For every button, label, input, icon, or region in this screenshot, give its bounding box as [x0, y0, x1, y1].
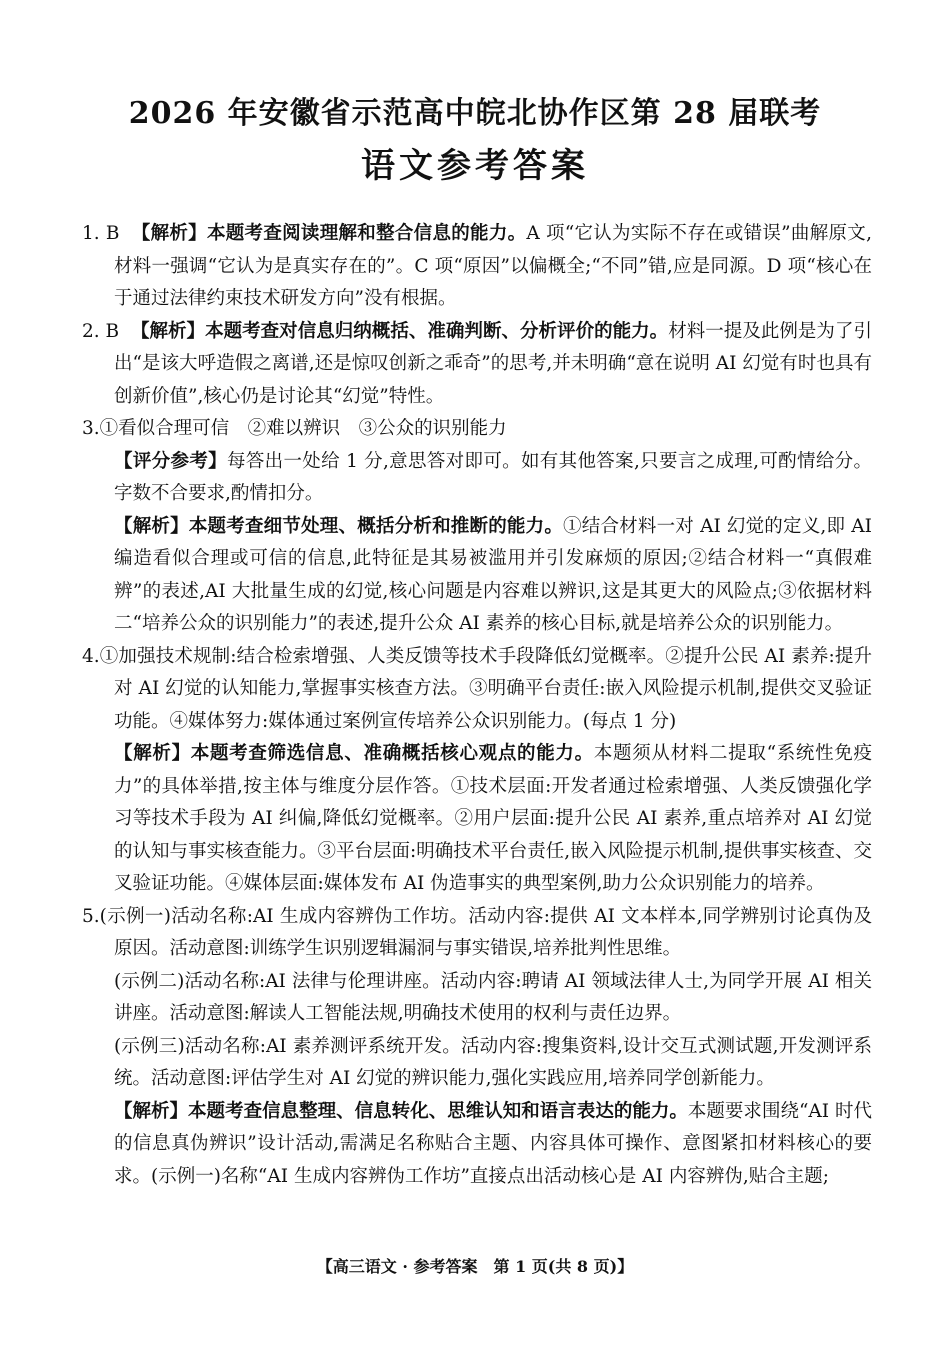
answer-5-analysis-tag: 【解析】本题考查信息整理、信息转化、思维认知和语言表达的能力。 [114, 1100, 688, 1122]
answer-4-analysis-tag: 【解析】本题考查筛选信息、准确概括核心观点的能力。 [114, 743, 594, 764]
answer-5-example-3: (示例三)活动名称:AI 素养测评系统开发。活动内容:搜集资料,设计交互式测试题,开发测评系统。活动意图:评估学生对 AI 幻觉的辨识能力,强化实践应用,培养同学创新能力。 [114, 1035, 872, 1089]
answer-3 [82, 413, 872, 446]
answer-5 [82, 901, 872, 966]
answer-1-analysis-text: A 项“它认为实际不存在或错误”曲解原文,材料一强调“它认为是真实存在的”。C 项“原因”以偏概全;“不同”错,应是同源。D 项“核心在于通过法律约束技术研发方向”没有根据。 [114, 223, 872, 309]
answer-content [82, 218, 872, 1193]
answer-1-analysis-tag: 【解析】本题考查阅读理解和整合信息的能力。 [131, 223, 527, 244]
answer-5-number: 5. [82, 905, 100, 927]
answer-1-number: 1. B [82, 223, 120, 244]
exam-title: 2026 年安徽省示范高中皖北协作区第 28 届联考 [128, 96, 822, 131]
page-footer: 【高三语文 · 参考答案 第 1 页(共 8 页)】 [316, 1257, 634, 1276]
answer-5-example-2: (示例二)活动名称:AI 法律与伦理讲座。活动内容:聘请 AI 领域法律人士,为同学开展 AI 相关讲座。活动意图:解读人工智能法规,明确技术使用的权利与责任边界。 [114, 970, 872, 1024]
answer-3-key-points: ①看似合理可信 ②难以辨识 ③公众的识别能力 [99, 418, 507, 439]
answer-2-number: 2. B [82, 320, 120, 342]
answer-1 [82, 218, 872, 316]
answer-4 [82, 641, 872, 739]
answer-4-number: 4. [82, 645, 100, 667]
answer-2-analysis-tag: 【解析】本题考查对信息归纳概括、准确判断、分析评价的能力。 [130, 320, 669, 342]
answer-2 [82, 316, 872, 414]
answer-4-key-points: ①加强技术规制:结合检索增强、人类反馈等技术手段降低幻觉概率。②提升公民 AI 素养:提升对 AI 幻觉的认知能力,掌握事实核查方法。③明确平台责任:嵌入风险提示机制,提供交叉验证功能。④媒体努力:媒体通过案例宣传培养公众识别能力。(每点 1 分) [99, 645, 872, 732]
answer-3-analysis-text: ①结合材料一对 AI 幻觉的定义,即 AI 编造看似合理或可信的信息,此特征是其易被滥用并引发麻烦的原因;②结合材料一“真假难辨”的表述,AI 大批量生成的幻觉,核心问题是内容难以辨识,这是其更大的风险点;③依据材料二“培养公众的识别能力”的表述,提升公众 AI 素养的核心目标,就是培养公众的识别能力。 [114, 515, 872, 634]
answer-3-scoring [82, 446, 872, 511]
answer-2-analysis-text: 材料一提及此例是为了引出“是该大呼造假之离谱,还是惊叹创新之乖奇”的思考,并未明确“意在说明 AI 幻觉有时也具有创新价值”,核心仍是讨论其“幻觉”特性。 [114, 320, 872, 407]
answer-5-analysis-text: 本题要求围绕“AI 时代的信息真伪辨识”设计活动,需满足名称贴合主题、内容具体可操作、意图紧扣材料核心的要求。(示例一)名称“AI 生成内容辨伪工作坊”直接点出活动核心是 AI 内容辨伪,贴合主题; [114, 1100, 872, 1187]
document-title: 语文参考答案 [361, 146, 589, 186]
answer-3-analysis-tag: 【解析】本题考查细节处理、概括分析和推断的能力。 [114, 515, 564, 537]
answer-4-analysis [82, 738, 872, 901]
answer-3-analysis [82, 511, 872, 641]
answer-4-analysis-text: 本题须从材料二提取“系统性免疫力”的具体举措,按主体与维度分层作答。①技术层面:开发者通过检索增强、人类反馈强化学习等技术手段为 AI 纠偏,降低幻觉概率。②用户层面:提升公民 AI 素养,重点培养对 AI 幻觉的认知与事实核查能力。③平台层面:明确技术平台责任,嵌入风险提示机制,提供事实核查、交叉验证功能。④媒体层面:媒体发布 AI 伪造事实的典型案例,助力公众识别能力的培养。 [114, 743, 872, 894]
answer-3-scoring-text: 每答出一处给 1 分,意思答对即可。如有其他答案,只要言之成理,可酌情给分。字数不合要求,酌情扣分。 [114, 450, 872, 504]
answer-3-number: 3. [82, 418, 100, 439]
answer-5-analysis [82, 1096, 872, 1194]
answer-3-scoring-tag: 【评分参考】 [114, 450, 227, 472]
answer-5-example-1: (示例一)活动名称:AI 生成内容辨伪工作坊。活动内容:提供 AI 文本样本,同学辨别讨论真伪及原因。活动意图:训练学生识别逻辑漏洞与事实错误,培养批判性思维。 [99, 905, 872, 959]
